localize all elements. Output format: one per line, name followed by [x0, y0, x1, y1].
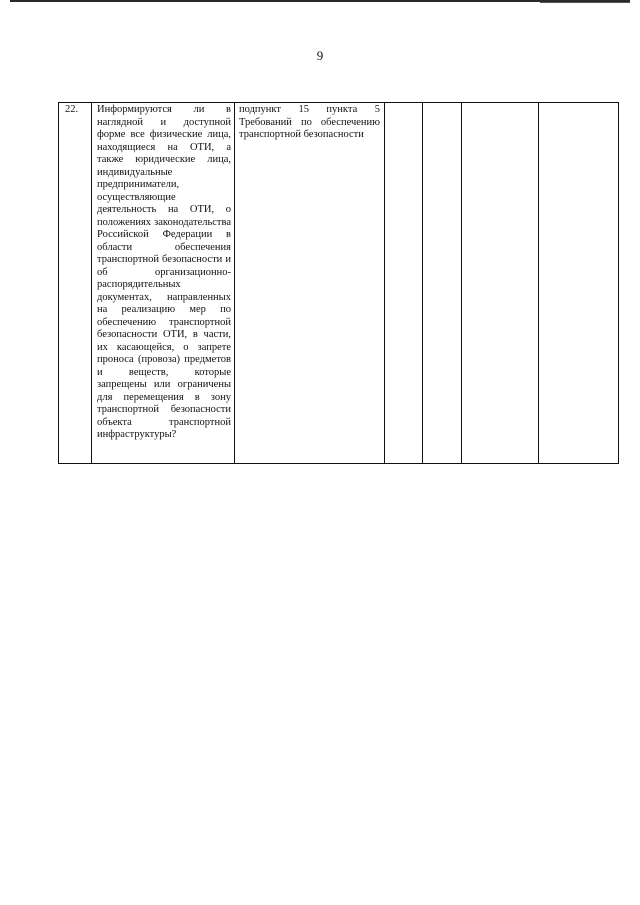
- table-row: [59, 103, 619, 464]
- question-cell: [92, 103, 235, 464]
- checklist-table: [58, 102, 619, 464]
- scan-top-edge-shadow: [540, 2, 630, 3]
- answer-no-cell[interactable]: [423, 103, 462, 464]
- row-number-cell: [59, 103, 92, 464]
- legal-basis-text: подпункт 15 пункта 5 Требований по обеспечению транспортной безопасности: [239, 104, 380, 140]
- page-number: 9: [316, 48, 324, 63]
- not-applicable-cell[interactable]: [462, 103, 539, 464]
- answer-yes-cell[interactable]: [385, 103, 423, 464]
- scan-top-edge: [10, 0, 630, 2]
- legal-basis-cell: [235, 103, 385, 464]
- question-text: Информируются ли в наглядной и доступной форме все физические лица, находящиеся на ОТИ, а также юридические лица, индивидуальные предприниматели, осуществляющие деятельность на ОТИ, о положениях законодательства Российской Федерации в области обеспечения транспортной безопасности и об организационно-распорядительных документах, направленных на реализацию мер по обеспечению транспортной безопасности ОТИ, в части, их касающейся, о запрете проноса (провоза) предметов и веществ, которые запрещены или ограничены для перемещения в зону транспортной безопасности объекта транспортной инфраструктуры?: [97, 104, 231, 440]
- row-number: 22.: [65, 104, 79, 115]
- notes-cell[interactable]: [539, 103, 619, 464]
